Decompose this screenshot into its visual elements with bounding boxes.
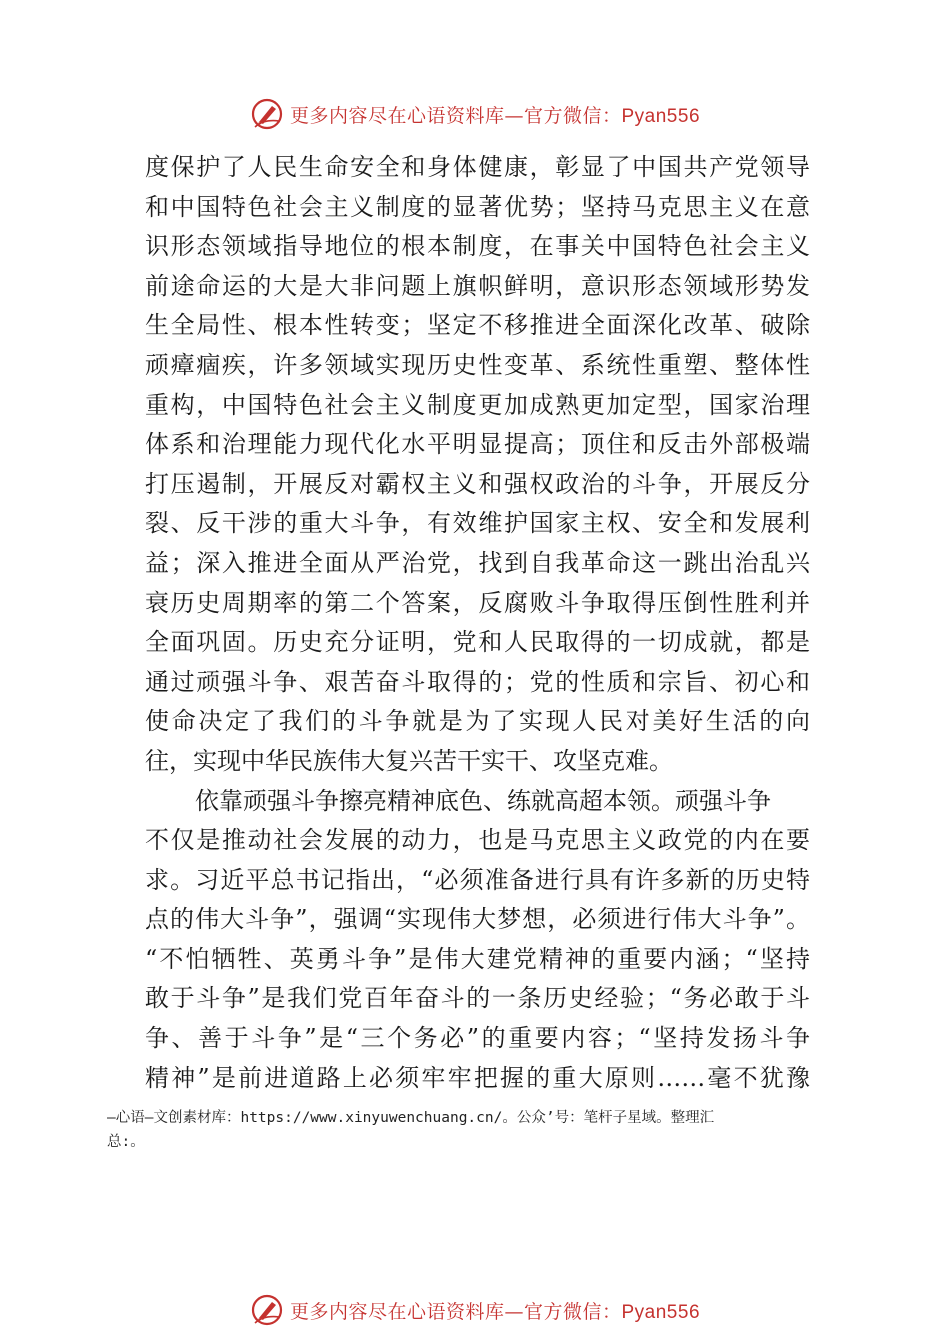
footer-banner-text — [290, 1297, 700, 1324]
body-line: 衰历史周期率的第二个答案，反腐败斗争取得压倒性胜利并 — [145, 588, 810, 617]
body-line: 体系和治理能力现代化水平明显提高；顶住和反击外部极端 — [145, 430, 810, 459]
body-line: 前途命运的大是大非问题上旗帜鲜明，意识形态领域形势发 — [145, 271, 810, 300]
body-line: 通过顽强斗争、艰苦奋斗取得的；党的性质和宗旨、初心和 — [145, 667, 810, 696]
body-line: 益；深入推进全面从严治党，找到自我革命这一跳出治乱兴 — [145, 548, 810, 577]
body-line: 度保护了人民生命安全和身体健康，彰显了中国共产党领导 — [145, 153, 810, 181]
header-banner — [0, 94, 950, 134]
body-line: 点的伟大斗争”，强调“实现伟大梦想，必须进行伟大斗争”。 — [145, 905, 810, 934]
body-line: 使命决定了我们的斗争就是为了实现人民对美好生活的向 — [145, 707, 810, 736]
body-line: 生全局性、根本性转变；坚定不移推进全面深化改革、破除 — [145, 311, 810, 340]
body-line: 和中国特色社会主义制度的显著优势；坚持马克思主义在意 — [145, 192, 810, 221]
paragraph-end-line: 往，实现中华民族伟大复兴苦干实干、攻坚克难。 — [145, 746, 673, 775]
footer-wechat-id: Pyan556 — [621, 1301, 701, 1323]
body-line: 不仅是推动社会发展的动力，也是马克思主义政党的内在要 — [145, 826, 810, 855]
source-footnote — [107, 1106, 852, 1154]
body-line: 争、善于斗争”是“三个务必”的重要内容；“坚持发扬斗争 — [145, 1024, 810, 1053]
pen-logo-icon — [250, 1293, 284, 1327]
footer-banner-label: 更多内容尽在心语资料库—官方微信： — [289, 1300, 622, 1323]
body-line: 顽瘴痼疾，许多领域实现历史性变革、系统性重塑、整体性 — [145, 350, 810, 379]
pen-logo-icon — [250, 97, 284, 131]
body-line: 裂、反干涉的重大斗争，有效维护国家主权、安全和发展利 — [145, 509, 810, 538]
body-line: 精神”是前进道路上必须牢牢把握的重大原则……毫不犹豫 — [145, 1063, 810, 1092]
header-banner-label: 更多内容尽在心语资料库—官方微信： — [289, 104, 622, 127]
footnote-line-1: —心语—文创素材库：https://www.xinyuwenchuang.cn/。公众’号：笔杆子星域。整理汇 — [107, 1110, 715, 1126]
body-line: 敢于斗争”是我们党百年奋斗的一条历史经验；“务必敢于斗 — [145, 984, 810, 1013]
header-wechat-id: Pyan556 — [621, 105, 701, 127]
body-line: 求。习近平总书记指出，“必须准备进行具有许多新的历史特 — [145, 865, 810, 894]
body-line: 打压遏制，开展反对霸权主义和强权政治的斗争，开展反分 — [145, 469, 810, 498]
body-line: 全面巩固。历史充分证明，党和人民取得的一切成就，都是 — [145, 628, 810, 657]
body-line: “不怕牺牲、英勇斗争”是伟大建党精神的重要内涵；“坚持 — [145, 944, 810, 973]
footnote-line-2: 总:。 — [107, 1134, 145, 1150]
header-banner-text — [290, 101, 700, 128]
document-body — [145, 148, 810, 1098]
body-line: 重构，中国特色社会主义制度更加成熟更加定型，国家治理 — [145, 390, 810, 419]
body-line: 识形态领域指导地位的根本制度，在事关中国特色社会主义 — [145, 232, 810, 261]
paragraph-start-line: 依靠顽强斗争擦亮精神底色、练就高超本领。顽强斗争 — [195, 786, 771, 815]
footer-banner — [0, 1290, 950, 1330]
